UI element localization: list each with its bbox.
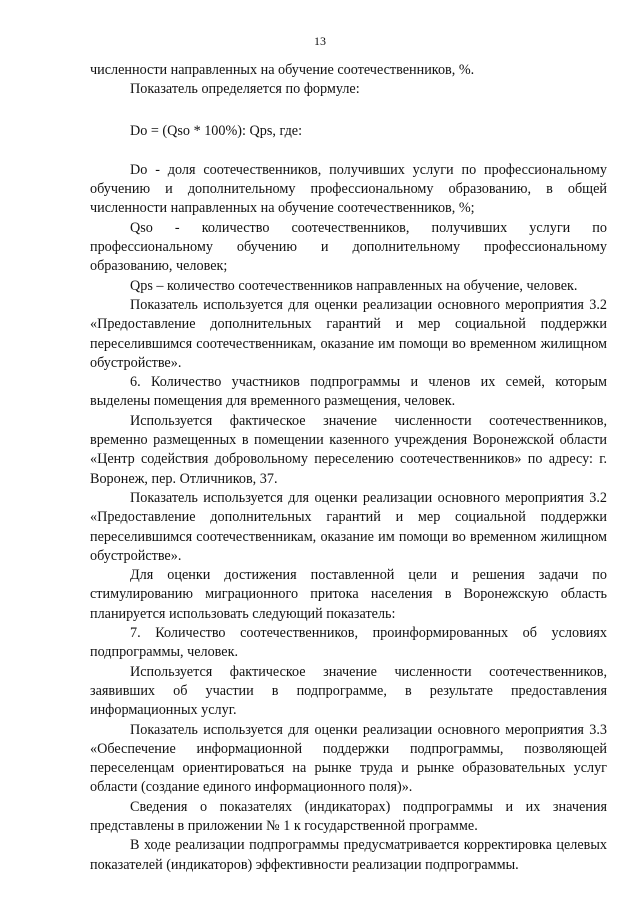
paragraph: Qps – количество соотечественников направленных на обучение, человек. (130, 277, 578, 294)
paragraph: 7. Количество соотечественников, проинформированных об условиях подпрограммы, человек. (90, 625, 607, 661)
paragraph: Для оценки достижения поставленной цели и решения задачи по стимулированию миграционного притока населения в Воронежскую область планируется использовать следующий показатель: (90, 567, 607, 622)
paragraph: Показатель используется для оценки реализации основного мероприятия 3.3 «Обеспечение информационной поддержки подпрограммы, позволяющей переселенцам ориентироваться на рынке труда и рынке образовательных услуг области (создание единого информационного поля)». (90, 721, 607, 796)
page-number: 13 (314, 34, 326, 48)
paragraph: 6. Количество участников подпрограммы и членов их семей, которым выделены помещения для временного размещения, человек. (90, 374, 607, 410)
paragraph: Используется фактическое значение численности соотечественников, заявивших об участии в подпрограмме, в результате предоставления информационных услуг. (90, 663, 607, 719)
paragraph: Используется фактическое значение численности соотечественников, временно размещенных в помещении казенного учреждения Воронежской области «Центр содействия добровольному переселению соотечественников» по адресу: г. Воронеж, пер. Отличников, 37. (90, 412, 607, 487)
document-body (90, 61, 607, 875)
paragraph: Сведения о показателях (индикаторах) подпрограммы и их значения представлены в приложении № 1 к государственной программе. (90, 798, 607, 834)
formula: Do = (Qso * 100%): Qps, где: (130, 122, 303, 139)
paragraph: Показатель используется для оценки реализации основного мероприятия 3.2 «Предоставление дополнительных гарантий и мер социальной поддержки переселившимся соотечественникам, оказание им помощи во временном жилищном обустройстве». (90, 296, 607, 371)
paragraph: численности направленных на обучение соотечественников, %. (90, 62, 475, 78)
paragraph: Do - доля соотечественников, получивших услуги по профессиональному обучению и дополнительному профессиональному образованию, в общей численности направленных на обучение соотечественников, %; (90, 161, 607, 217)
paragraph: В ходе реализации подпрограммы предусматривается корректировка целевых показателей (индикаторов) эффективности реализации подпрограммы. (90, 837, 607, 873)
paragraph: Показатель определяется по формуле: (130, 81, 360, 98)
paragraph: Qso - количество соотечественников, получивших услуги по профессиональному обучению и дополнительному профессиональному образованию, человек; (90, 219, 607, 275)
paragraph: Показатель используется для оценки реализации основного мероприятия 3.2 «Предоставление дополнительных гарантий и мер социальной поддержки переселившимся соотечественникам, оказание им помощи во временном жилищном обустройстве». (90, 489, 607, 564)
